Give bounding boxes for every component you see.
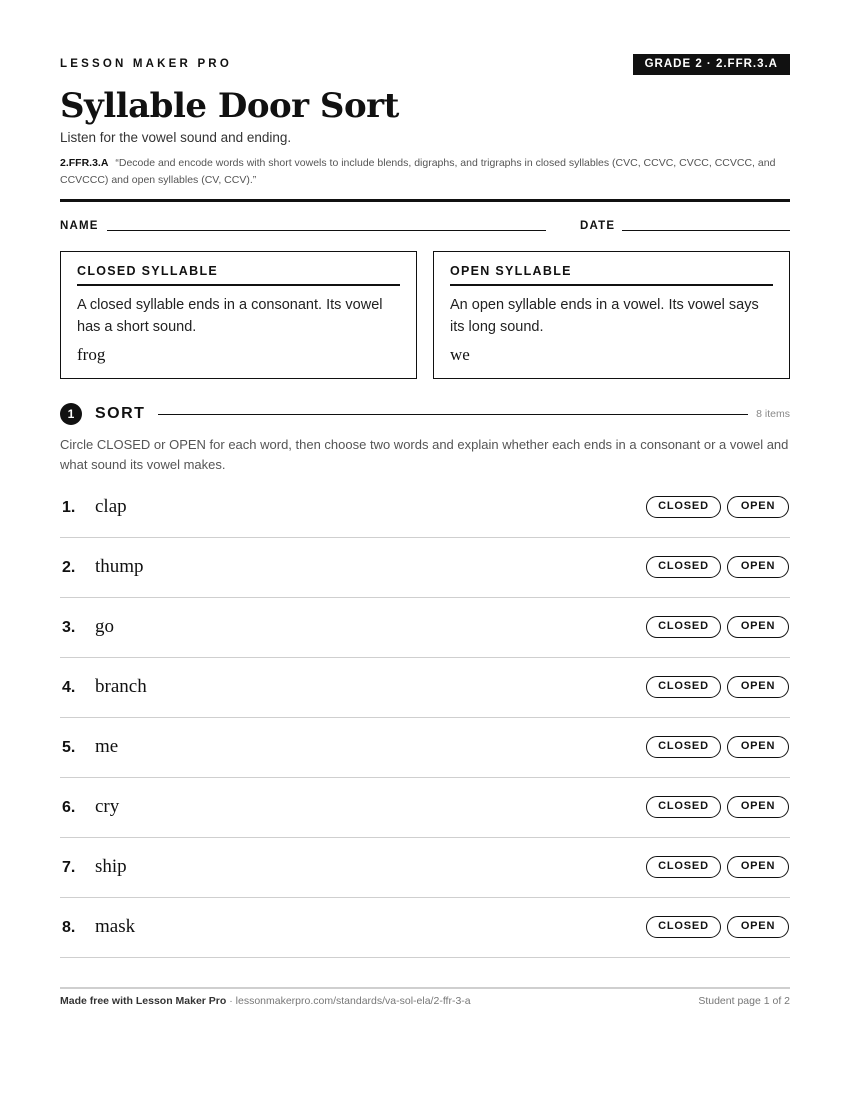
item-word: thump xyxy=(95,556,144,577)
item-number: 4. xyxy=(62,679,76,696)
list-item xyxy=(60,538,790,598)
closed-syllable-box xyxy=(60,251,417,379)
open-choice-button[interactable]: OPEN xyxy=(727,736,789,758)
open-choice-button[interactable]: OPEN xyxy=(727,676,789,698)
open-choice-button[interactable]: OPEN xyxy=(727,616,789,638)
open-choice-button[interactable]: OPEN xyxy=(727,556,789,578)
list-item xyxy=(60,838,790,898)
list-item xyxy=(60,778,790,838)
open-syllable-heading: OPEN SYLLABLE xyxy=(450,264,773,286)
item-number: 3. xyxy=(62,619,76,636)
sort-instructions: Circle CLOSED or OPEN for each word, then choose two words and explain whether each ends in a consonant or a vowel and what sound its vowel makes. xyxy=(60,437,789,472)
item-number: 7. xyxy=(62,859,76,876)
footer-url[interactable]: · lessonmakerpro.com/standards/va-sol-ela/2-ffr-3-a xyxy=(226,995,471,1007)
item-number: 1. xyxy=(62,499,76,516)
date-line[interactable] xyxy=(622,230,790,231)
list-item xyxy=(60,598,790,658)
open-syllable-example: we xyxy=(450,345,470,364)
closed-syllable-heading: CLOSED SYLLABLE xyxy=(77,264,400,286)
closed-choice-button[interactable]: CLOSED xyxy=(646,916,721,938)
item-number: 8. xyxy=(62,919,76,936)
list-item xyxy=(60,658,790,718)
section-rule xyxy=(158,414,748,415)
footer-divider xyxy=(60,987,790,989)
open-choice-button[interactable]: OPEN xyxy=(727,856,789,878)
list-item xyxy=(60,478,790,538)
item-word: mask xyxy=(95,916,136,937)
name-date-row xyxy=(60,220,790,234)
section-number-badge: 1 xyxy=(60,403,82,425)
page-title: Syllable Door Sort xyxy=(60,86,399,126)
open-choice-button[interactable]: OPEN xyxy=(727,796,789,818)
item-word: me xyxy=(95,736,119,757)
name-label: NAME xyxy=(60,220,99,232)
open-choice-button[interactable]: OPEN xyxy=(727,496,789,518)
page-indicator: Student page 1 of 2 xyxy=(698,995,790,1007)
item-number: 5. xyxy=(62,739,76,756)
standard-code: 2.FFR.3.A xyxy=(60,157,109,169)
section-title: SORT xyxy=(95,405,146,422)
closed-syllable-example: frog xyxy=(77,345,106,364)
item-word: branch xyxy=(95,676,147,697)
date-label: DATE xyxy=(580,220,616,232)
list-item xyxy=(60,898,790,958)
item-count: 8 items xyxy=(756,408,790,420)
closed-choice-button[interactable]: CLOSED xyxy=(646,556,721,578)
page-subtitle: Listen for the vowel sound and ending. xyxy=(60,130,292,145)
name-line[interactable] xyxy=(107,230,546,231)
footer-made-with: Made free with Lesson Maker Pro xyxy=(60,995,227,1007)
closed-choice-button[interactable]: CLOSED xyxy=(646,616,721,638)
open-syllable-box xyxy=(433,251,790,379)
closed-choice-button[interactable]: CLOSED xyxy=(646,856,721,878)
closed-choice-button[interactable]: CLOSED xyxy=(646,676,721,698)
brand-name: LESSON MAKER PRO xyxy=(60,58,232,70)
item-number: 2. xyxy=(62,559,76,576)
word-list xyxy=(60,478,790,958)
item-word: cry xyxy=(95,796,120,817)
sort-section-header xyxy=(60,403,790,425)
standard-description xyxy=(60,155,790,189)
closed-syllable-definition: A closed syllable ends in a consonant. Its vowel has a short sound. xyxy=(77,297,383,335)
open-syllable-definition: An open syllable ends in a vowel. Its vowel says its long sound. xyxy=(450,297,759,335)
header-divider xyxy=(60,199,790,202)
item-word: clap xyxy=(95,496,127,517)
item-word: ship xyxy=(95,856,127,877)
standard-text: “Decode and encode words with short vowels to include blends, digraphs, and trigraphs in closed syllables (CVC, CCVC, CVCC, CCVCC, and CCVCCC) and open syllables (CV, CCV).” xyxy=(60,157,776,186)
footer-credit xyxy=(60,995,471,1007)
closed-choice-button[interactable]: CLOSED xyxy=(646,796,721,818)
item-word: go xyxy=(95,616,114,637)
list-item xyxy=(60,718,790,778)
closed-choice-button[interactable]: CLOSED xyxy=(646,496,721,518)
item-number: 6. xyxy=(62,799,76,816)
closed-choice-button[interactable]: CLOSED xyxy=(646,736,721,758)
open-choice-button[interactable]: OPEN xyxy=(727,916,789,938)
grade-badge: GRADE 2 · 2.FFR.3.A xyxy=(633,54,790,75)
